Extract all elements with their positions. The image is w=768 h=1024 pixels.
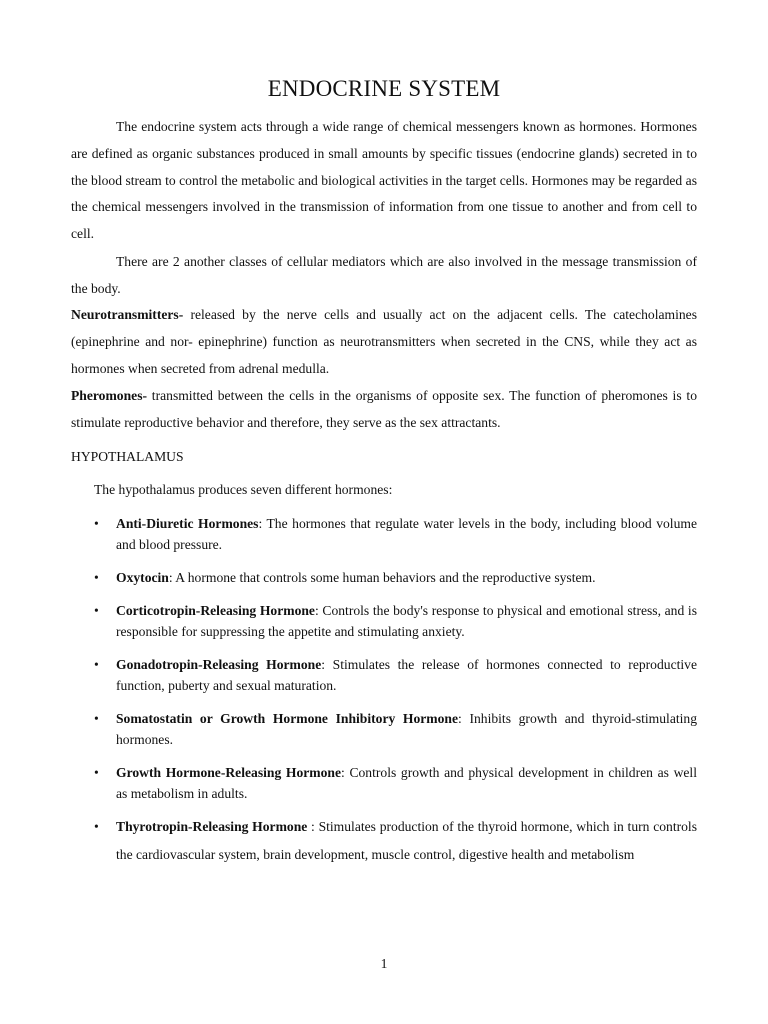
item-term: Corticotropin-Releasing Hormone (116, 603, 315, 618)
item-text: : Stimulates production of the thyroid hormone, which in turn controls the cardiovascular system, brain development, muscle control, digestive health and metabolism (116, 819, 697, 862)
definition-neurotransmitters (71, 302, 697, 382)
item-text: : Controls the body's response to physical and emotional stress, and is responsible for suppressing the appetite and stimulating anxiety. (116, 603, 697, 639)
section-heading: HYPOTHALAMUS (71, 449, 184, 464)
section-intro: The hypothalamus produces seven different hormones: (94, 482, 393, 497)
bullet-icon: • (94, 657, 99, 672)
definition-text: transmitted between the cells in the organisms of opposite sex. The function of pheromones is to stimulate reproductive behavior and therefore, they serve as the sex attractants. (71, 388, 697, 430)
list-item (94, 813, 697, 868)
item-term: Anti-Diuretic Hormones (116, 516, 259, 531)
page-number: 1 (380, 956, 388, 971)
item-term: Thyrotropin-Releasing Hormone (116, 819, 308, 834)
mediators-paragraph: There are 2 another classes of cellular mediators which are also involved in the message transmission of the body. (71, 254, 697, 296)
bullet-icon: • (94, 711, 99, 726)
list-item (94, 762, 697, 804)
list-item (94, 654, 697, 696)
bullet-icon: • (94, 603, 99, 618)
item-term: Growth Hormone-Releasing Hormone (116, 765, 342, 780)
bullet-icon: • (94, 570, 99, 585)
definition-text: released by the nerve cells and usually act on the adjacent cells. The catecholamines (epinephrine and nor- epinephrine) function as neurotransmitters when secreted in the CNS, while they act as hormones when secreted from adrenal medulla. (71, 307, 697, 376)
bullet-icon: • (94, 516, 99, 531)
item-text: : A hormone that controls some human behaviors and the reproductive system. (168, 570, 596, 585)
item-term: Oxytocin (116, 570, 169, 585)
item-term: Somatostatin or Growth Hormone Inhibitory Hormone (116, 711, 459, 726)
definition-term: Neurotransmitters- (71, 307, 184, 322)
item-text: : Stimulates the release of hormones connected to reproductive function, puberty and sexual maturation. (116, 657, 697, 693)
page-title: ENDOCRINE SYSTEM (267, 76, 501, 101)
item-text: : Controls growth and physical development in children as well as metabolism in adults. (116, 765, 697, 801)
intro-paragraph: The endocrine system acts through a wide range of chemical messengers known as hormones. Hormones are defined as organic substances produced in small amounts by specific tissues (endocrine glands) secreted in to the blood stream to control the metabolic and biological activities in the target cells. Hormones may be regarded as the chemical messengers involved in the transmission of information from one tissue to another and from cell to cell. (71, 119, 697, 242)
definition-term: Pheromones- (71, 388, 148, 403)
list-item (94, 567, 697, 588)
list-item (94, 708, 697, 750)
list-item (94, 513, 697, 555)
item-term: Gonadotropin-Releasing Hormone (116, 657, 322, 672)
item-text: : Inhibits growth and thyroid-stimulating hormones. (116, 711, 697, 747)
item-text: : The hormones that regulate water levels in the body, including blood volume and blood pressure. (116, 516, 697, 552)
definition-pheromones (71, 383, 697, 437)
bullet-icon: • (94, 765, 99, 780)
bullet-icon: • (94, 819, 99, 834)
list-item (94, 600, 697, 642)
